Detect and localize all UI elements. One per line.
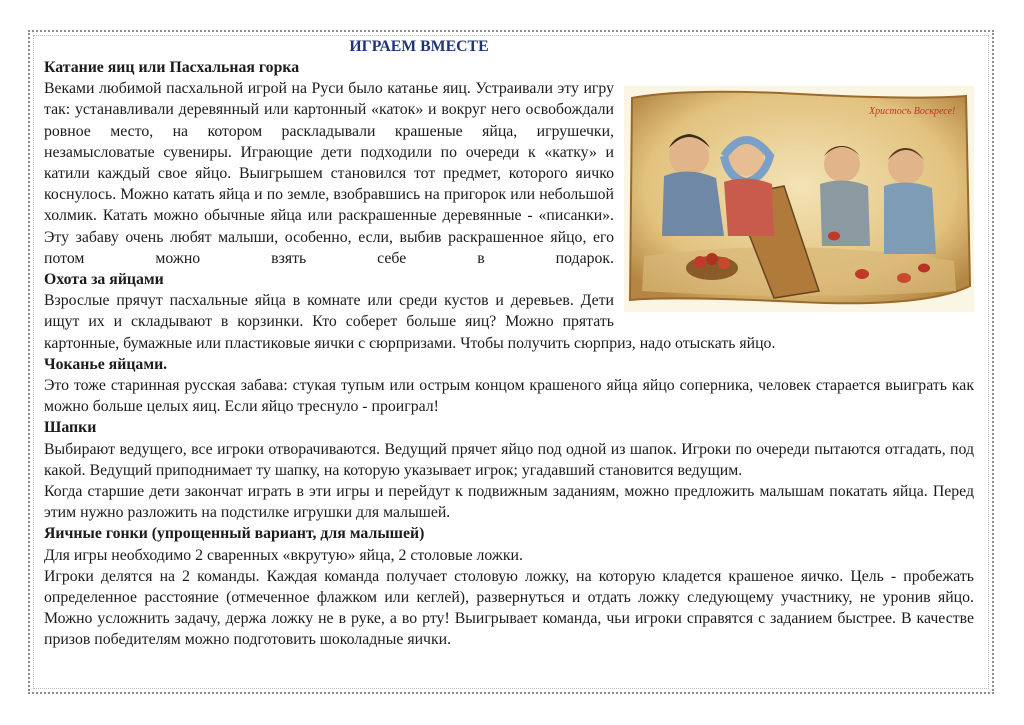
section-heading-egg-tapping: Чоканье яйцами. [44, 355, 168, 373]
section-heading-egg-rolling: Катание яиц или Пасхальная горка [44, 59, 300, 76]
section-heading-hats: Шапки [44, 419, 97, 437]
easter-postcard-illustration [624, 86, 974, 312]
section-heading-egg-race: Яичные гонки (упрощенный вариант, для малышей) [44, 525, 425, 543]
section-paragraph: Веками любимой пасхальной игрой на Руси было катанье яиц. Устраивали эту игру так: устанавливали деревянный или картонный «каток» и вокруг него освобождали ровное место, на котором раскладывали крашеные яйца, игрушечки, незамысловатые сувениры. Играющие дети подходили по очереди к «катку» и катили каждый свое яйцо. Выигрышем становился тот предмет, которого яичко коснулось. Можно катать яйца и по земле, взобравшись на пригорок или небольшой холмик. Катать можно обычные яйца или раскрашенные деревянные - «писанки». Эту забаву очень любят малыши, особенно, если, выбив раскрашенное яйцо, его потом можно взять себе в подарок. [44, 80, 614, 267]
postcard-caption: Христосъ Воскресе! [869, 106, 956, 118]
document-body [44, 36, 974, 651]
section-paragraph: Игроки делятся на 2 команды. Каждая команда получает столовую ложку, на которую кладется крашеное яичко. Цель - пробежать определенное расстояние (отмеченное флажком или кеглей), развернуться и отдать ложку следующему участнику, не уронив яйцо. Можно усложнить задачу, держа ложку не в руке, а во рту! Выигрывает команда, чьи игроки справятся с заданием быстрее. В качестве призов победителям можно подготовить шоколадные яички. [44, 567, 974, 649]
vintage-postcard-image [624, 86, 974, 312]
section-heading-egg-hunt: Охота за яйцами [44, 271, 164, 289]
section-paragraph: Взрослые прячут пасхальные яйца в комнате или среди кустов и деревьев. Дети ищут их и складывают в корзинки. Кто соберет больше яиц? Можно прятать картонные, бумажные или пластиковые яички с сюрпризами. Чтобы получить сюрприз, надо отыскать яйцо. [44, 292, 776, 352]
section-paragraph: Для игры необходимо 2 сваренных «вкрутую» яйца, 2 столовые ложки. [44, 546, 523, 564]
section-paragraph: Когда старшие дети закончат играть в эти игры и перейдут к подвижным заданиям, можно предложить малышам покатать яйца. Перед этим нужно разложить на подстилке игрушки для малышей. [44, 483, 974, 522]
section-paragraph: Это тоже старинная русская забава: стукая тупым или острым концом крашеного яйца яйцо соперника, человек старается выиграть как можно больше целых яиц. Если яйцо треснуло - проиграл! [44, 377, 974, 416]
section-paragraph: Выбирают ведущего, все игроки отворачиваются. Ведущий прячет яйцо под одной из шапок. Игроки по очереди пытаются отгадать, под какой. Ведущий приподнимает ту шапку, на которую указывает игрок; угадавший становится ведущим. [44, 440, 974, 479]
page-title: ИГРАЕМ ВМЕСТЕ [349, 38, 489, 55]
